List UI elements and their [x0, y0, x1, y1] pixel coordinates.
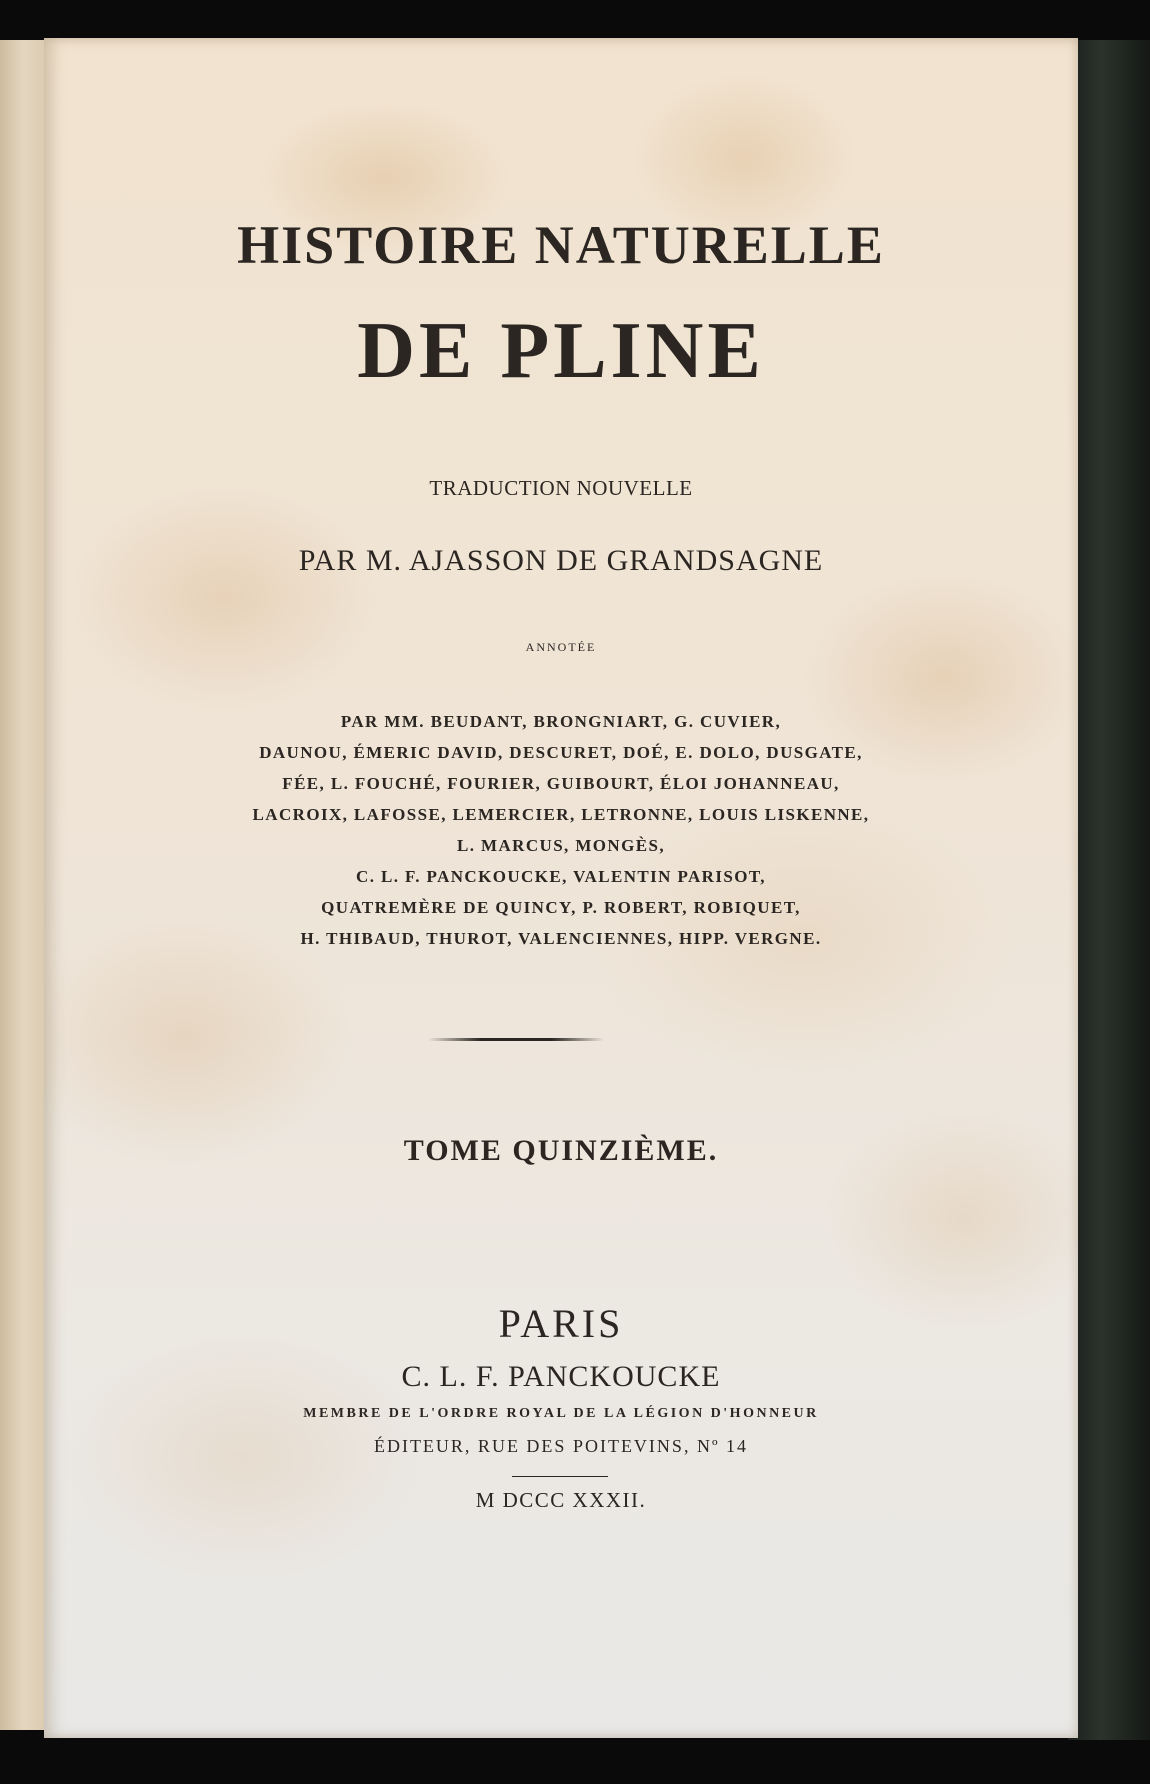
annotators-list — [44, 706, 1078, 954]
title-line-1: HISTOIRE NATURELLE — [237, 215, 885, 275]
imprint-editeur: ÉDITEUR, RUE DES POITEVINS, Nº 14 — [373, 1436, 749, 1456]
imprint-rule — [512, 1476, 608, 1477]
title-line-2: DE PLINE — [357, 307, 765, 395]
imprint-membre: MEMBRE DE L'ORDRE ROYAL DE LA LÉGION D'HONNEUR — [303, 1406, 819, 1421]
volume-label: TOME QUINZIÈME. — [403, 1134, 719, 1167]
annotators-line: LACROIX, LAFOSSE, LEMERCIER, LETRONNE, LOUIS LISKENNE, — [252, 805, 870, 824]
annotators-line: H. THIBAUD, THUROT, VALENCIENNES, HIPP. VERGNE. — [300, 929, 822, 948]
title-page — [44, 38, 1078, 1738]
imprint-date: M DCCC XXXII. — [475, 1488, 647, 1512]
annotators-line: FÉE, L. FOUCHÉ, FOURIER, GUIBOURT, ÉLOI JOHANNEAU, — [282, 774, 840, 793]
annotators-line: PAR MM. BEUDANT, BRONGNIART, G. CUVIER, — [340, 712, 782, 731]
book-cover-edge — [1068, 40, 1150, 1740]
annotee-label: ANNOTÉE — [525, 640, 597, 654]
ornamental-rule — [428, 1038, 604, 1041]
annotators-line: DAUNOU, ÉMERIC DAVID, DESCURET, DOÉ, E. DOLO, DUSGATE, — [259, 743, 863, 762]
subtitle: TRADUCTION NOUVELLE — [429, 476, 693, 500]
imprint-city: PARIS — [498, 1301, 624, 1346]
translator: PAR M. AJASSON DE GRANDSAGNE — [298, 544, 824, 577]
annotators-line: C. L. F. PANCKOUCKE, VALENTIN PARISOT, — [356, 867, 766, 886]
annotators-line: QUATREMÈRE DE QUINCY, P. ROBERT, ROBIQUET, — [321, 898, 801, 917]
annotators-line: L. MARCUS, MONGÈS, — [457, 836, 665, 855]
imprint-publisher: C. L. F. PANCKOUCKE — [401, 1360, 721, 1393]
